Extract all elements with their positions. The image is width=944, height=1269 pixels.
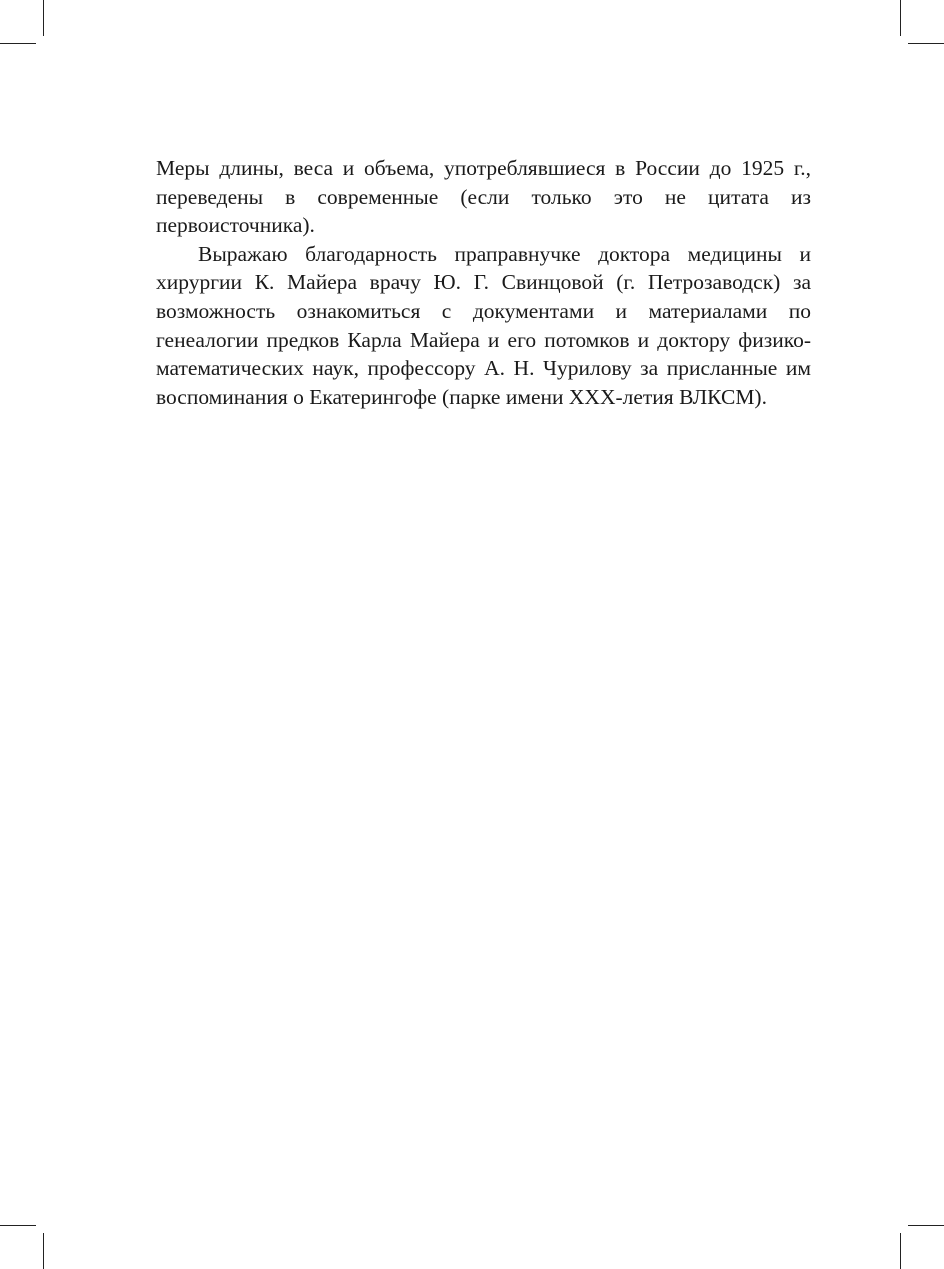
crop-mark-top-right-horizontal <box>908 43 944 44</box>
crop-mark-top-left-vertical <box>43 0 44 36</box>
crop-mark-bottom-right-vertical <box>900 1233 901 1269</box>
crop-mark-bottom-left-horizontal <box>0 1225 36 1226</box>
paragraph-acknowledgements: Выражаю благодарность праправнучке доктора медицины и хирургии К. Майера врачу Ю. Г. Свинцовой (г. Петрозаводск) за возможность ознакомиться с документами и материалами по генеалогии предков Карла Майера и его потомков и доктору физико-математических наук, профессору А. Н. Чурилову за присланные им воспоминания о Екатерингофе (парке имени XXX-летия ВЛКСМ). <box>156 241 811 409</box>
crop-mark-bottom-left-vertical <box>43 1233 44 1269</box>
crop-mark-bottom-right-horizontal <box>908 1225 944 1226</box>
crop-mark-top-right-vertical <box>900 0 901 36</box>
paragraph-measures-note: Меры длины, веса и объема, употреблявшиеся в России до 1925 г., переведены в современные (если только это не цитата из первоисточника). <box>156 156 811 238</box>
crop-mark-top-left-horizontal <box>0 43 36 44</box>
page-text-block <box>156 154 811 411</box>
